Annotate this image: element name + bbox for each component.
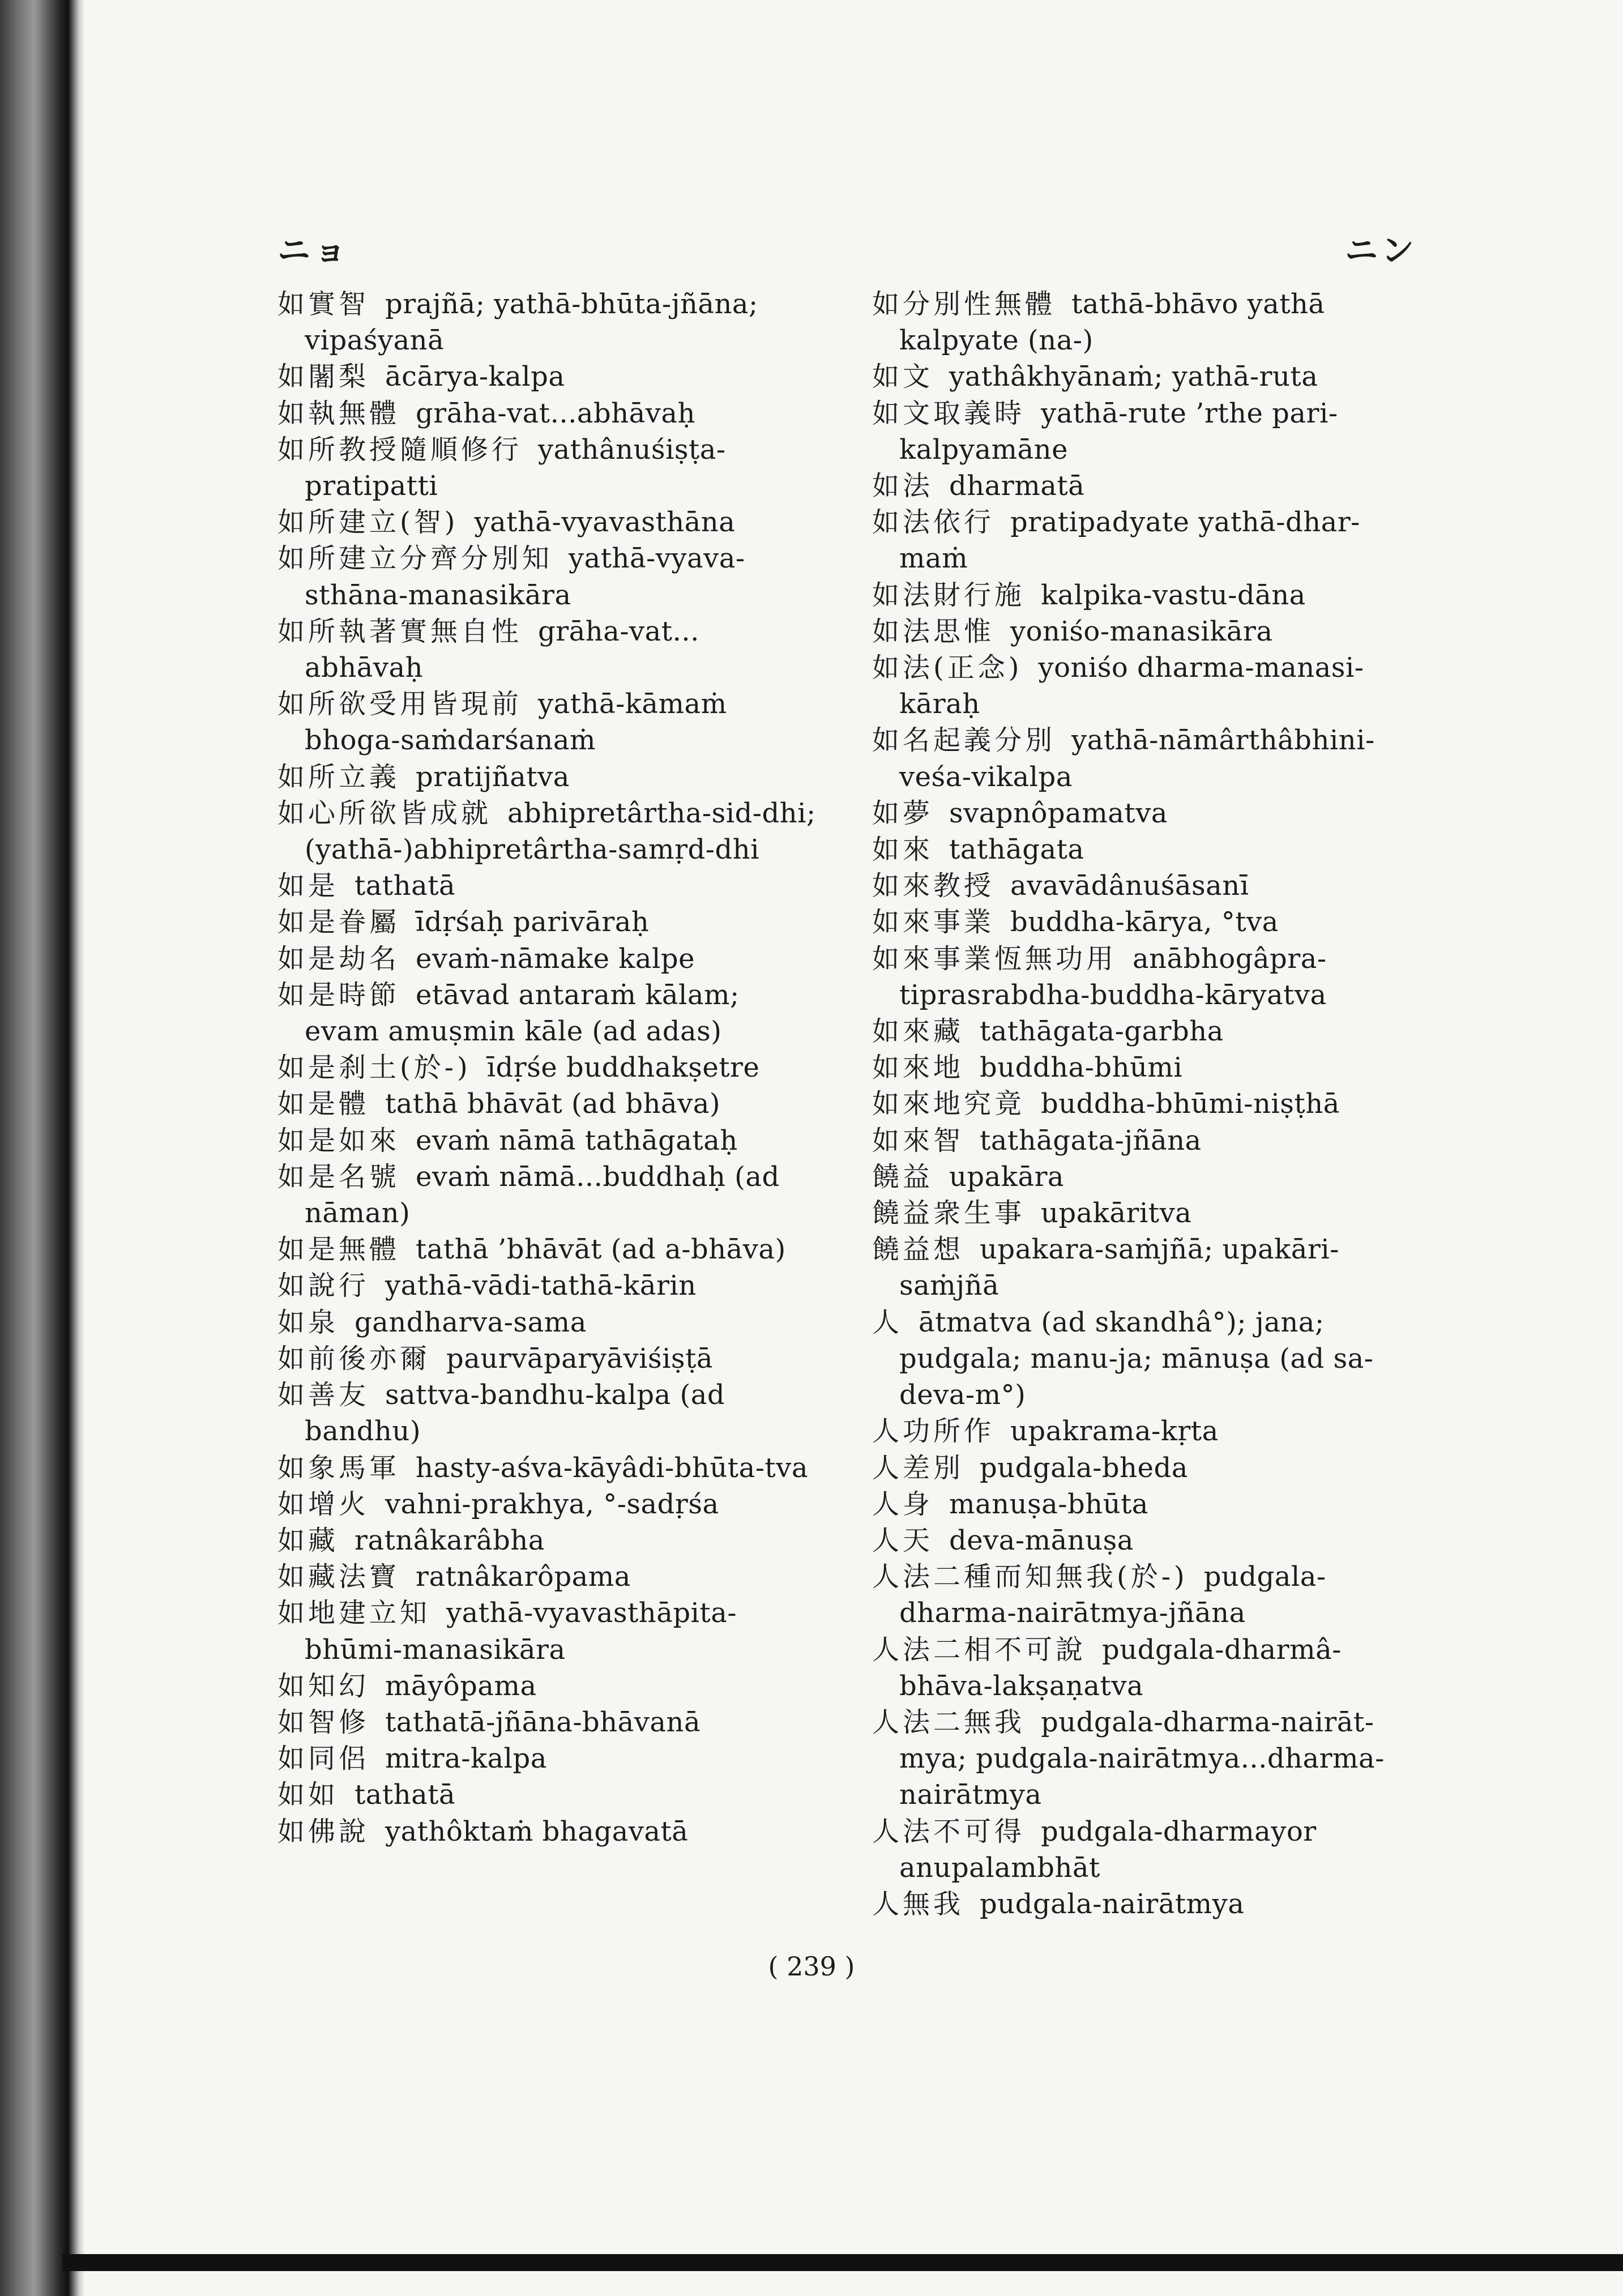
- entry-headword: 如藏法寶: [277, 1561, 400, 1593]
- entry-headword: 人天: [872, 1524, 934, 1556]
- entry-headword: 人法二無我: [872, 1706, 1026, 1738]
- dictionary-entry: [277, 1268, 821, 1304]
- entry-headword: 饒益衆生事: [872, 1197, 1026, 1230]
- entry-headword: 人法不可得: [872, 1815, 1026, 1847]
- entry-sanskrit: māyôpama: [385, 1670, 537, 1702]
- dictionary-entry: [872, 1886, 1416, 1922]
- entry-headword: 如所建立分齊分別知: [277, 543, 553, 575]
- entry-sanskrit: tathā ’bhāvāt (ad a-bhāva): [416, 1234, 786, 1266]
- entry-headword: 如名起義分別: [872, 724, 1056, 757]
- entry-headword: 如來教授: [872, 870, 995, 902]
- entry-headword: 如實智: [277, 288, 370, 320]
- entry-sanskrit: buddha-bhūmi: [980, 1052, 1183, 1084]
- dictionary-entry: [872, 1486, 1416, 1522]
- entry-headword: 如來地究竟: [872, 1088, 1026, 1120]
- dictionary-entry: [277, 1304, 821, 1341]
- entry-sanskrit: pratipadyate yathā-dhar-maṁ: [899, 506, 1360, 575]
- entry-headword: 如來地: [872, 1052, 964, 1084]
- entry-sanskrit: īdṛśe buddhakṣetre: [486, 1052, 760, 1084]
- entry-headword: 如藏: [277, 1524, 339, 1556]
- dictionary-entry: [872, 359, 1416, 395]
- page-number: ( 239 ): [768, 1951, 855, 1982]
- dictionary-entry: [277, 1777, 821, 1813]
- dictionary-entry: [872, 1159, 1416, 1195]
- entry-sanskrit: upakrama-kṛta: [1010, 1415, 1219, 1448]
- dictionary-entry: [277, 432, 821, 504]
- entry-sanskrit: yathā-vyavasthāna: [474, 506, 736, 539]
- entry-sanskrit: yathā-kāmaṁ bhoga-saṁdarśanaṁ: [305, 688, 727, 757]
- dictionary-entry: [277, 868, 821, 904]
- entry-sanskrit: paurvāparyāviśiṣṭā: [446, 1342, 713, 1375]
- dictionary-entry: [872, 1195, 1416, 1231]
- entry-sanskrit: mitra-kalpa: [385, 1743, 547, 1775]
- entry-headword: 如所建立(智): [277, 506, 459, 539]
- entry-sanskrit: ratnâkarôpama: [416, 1561, 631, 1593]
- dictionary-entry: [872, 1304, 1416, 1414]
- dictionary-entry: [277, 1450, 821, 1486]
- entry-sanskrit: ācārya-kalpa: [385, 361, 565, 393]
- entry-sanskrit: upakara-saṁjñā; upakāri-saṁjñā: [899, 1234, 1339, 1302]
- entry-sanskrit: tathāgata-garbha: [980, 1015, 1224, 1048]
- entry-sanskrit: hasty-aśva-kāyâdi-bhūta-tva: [416, 1452, 808, 1484]
- entry-sanskrit: pudgala-bheda: [980, 1452, 1188, 1484]
- entry-sanskrit: upakāritva: [1041, 1197, 1192, 1230]
- dictionary-entry: [277, 904, 821, 940]
- entry-headword: 如佛說: [277, 1815, 370, 1847]
- entry-headword: 如同侶: [277, 1743, 370, 1775]
- entry-sanskrit: pudgala-dharmâ-bhāva-lakṣaṇatva: [899, 1633, 1342, 1702]
- entry-sanskrit: tathāgata-jñāna: [980, 1124, 1202, 1156]
- entry-headword: 如智修: [277, 1706, 370, 1738]
- entry-headword: 如文: [872, 361, 934, 393]
- dictionary-entry: [277, 395, 821, 432]
- entry-headword: 如執無體: [277, 397, 400, 429]
- dictionary-entry: [277, 759, 821, 795]
- entry-sanskrit: abhipretârtha-sid-dhi; (yathā-)abhipretârtha-samṛd-dhi: [305, 797, 816, 866]
- dictionary-entry: [872, 1086, 1416, 1122]
- dictionary-entry: [277, 941, 821, 977]
- entry-headword: 如分別性無體: [872, 288, 1056, 320]
- dictionary-entry: [872, 1559, 1416, 1631]
- entry-sanskrit: yathā-vyava-sthāna-manasikāra: [305, 543, 745, 611]
- entry-sanskrit: evaṁ-nāmake kalpe: [416, 942, 695, 975]
- dictionary-entry: [872, 1632, 1416, 1704]
- entry-headword: 如所欲受用皆現前: [277, 688, 523, 720]
- dictionary-entry: [872, 1013, 1416, 1049]
- dictionary-entry: [872, 1231, 1416, 1304]
- dictionary-entry: [872, 1123, 1416, 1159]
- entry-sanskrit: dharmatā: [949, 470, 1085, 502]
- entry-sanskrit: prajñā; yathā-bhūta-jñāna; vipaśyanā: [305, 288, 758, 357]
- entry-sanskrit: buddha-kārya, °tva: [1010, 906, 1279, 938]
- entry-headword: 如闍梨: [277, 361, 370, 393]
- running-header-right: ニン: [1345, 231, 1418, 270]
- dictionary-entry: [277, 1049, 821, 1086]
- dictionary-entry: [872, 1450, 1416, 1486]
- entry-sanskrit: manuṣa-bhūta: [949, 1488, 1148, 1520]
- entry-headword: 人身: [872, 1488, 934, 1520]
- entry-headword: 人法二種而知無我(於-): [872, 1561, 1188, 1593]
- entry-sanskrit: evaṁ nāmā...buddhaḥ (ad nāman): [305, 1160, 780, 1230]
- entry-sanskrit: yathâkhyānaṁ; yathā-ruta: [949, 361, 1318, 393]
- entry-headword: 饒益: [872, 1160, 934, 1193]
- dictionary-entry: [277, 1813, 821, 1850]
- dictionary-entry: [872, 1413, 1416, 1449]
- dictionary-entry: [277, 977, 821, 1049]
- dictionary-entry: [872, 468, 1416, 504]
- entry-headword: 如象馬軍: [277, 1452, 400, 1484]
- entry-sanskrit: yoniśo-manasikāra: [1010, 615, 1273, 647]
- entry-headword: 如是名號: [277, 1160, 400, 1193]
- entry-headword: 人功所作: [872, 1415, 995, 1448]
- entry-sanskrit: yathā-nāmârthâbhini-veśa-vikalpa: [899, 724, 1375, 793]
- entry-headword: 如泉: [277, 1306, 339, 1338]
- entry-sanskrit: yoniśo dharma-manasi-kāraḥ: [899, 652, 1364, 720]
- entry-headword: 如增火: [277, 1488, 370, 1520]
- entry-sanskrit: kalpika-vastu-dāna: [1041, 579, 1306, 611]
- entry-headword: 如前後亦爾: [277, 1342, 431, 1375]
- entry-sanskrit: grāha-vat...abhāvaḥ: [416, 397, 695, 429]
- entry-sanskrit: gandharva-sama: [355, 1306, 587, 1338]
- entry-headword: 如來事業恆無功用: [872, 942, 1117, 975]
- dictionary-entry: [872, 1522, 1416, 1559]
- entry-headword: 如來智: [872, 1124, 964, 1156]
- entry-headword: 如所教授隨順修行: [277, 433, 523, 466]
- dictionary-entry: [872, 1049, 1416, 1086]
- entry-sanskrit: tathatā: [355, 870, 456, 902]
- dictionary-entry: [277, 686, 821, 758]
- entry-headword: 人法二相不可說: [872, 1633, 1087, 1666]
- entry-headword: 如法: [872, 470, 934, 502]
- entry-headword: 如是劫名: [277, 942, 400, 975]
- entry-sanskrit: pratijñatva: [416, 761, 570, 793]
- dictionary-entry: [872, 286, 1416, 359]
- entry-headword: 人差別: [872, 1452, 964, 1484]
- entry-headword: 如是時節: [277, 979, 400, 1011]
- dictionary-entry: [872, 831, 1416, 868]
- dictionary-entry: [277, 795, 821, 868]
- dictionary-entry: [277, 1377, 821, 1449]
- entry-sanskrit: tathāgata: [949, 834, 1084, 866]
- dictionary-entry: [277, 1740, 821, 1777]
- entry-sanskrit: pudgala-dharma-nairāt-mya; pudgala-nairātmya...dharma-nairātmya: [899, 1706, 1385, 1811]
- entry-headword: 如法財行施: [872, 579, 1026, 611]
- entry-headword: 如地建立知: [277, 1597, 431, 1629]
- entry-sanskrit: yathā-rute ’rthe pari-kalpyamāne: [899, 397, 1338, 466]
- dictionary-entry: [872, 504, 1416, 577]
- entry-headword: 如來事業: [872, 906, 995, 938]
- entry-sanskrit: ātmatva (ad skandhâ°); jana; pudgala; manu-ja; mānuṣa (ad sa-deva-m°): [899, 1306, 1374, 1411]
- dictionary-entry: [872, 1704, 1416, 1813]
- entry-headword: 如法(正念): [872, 652, 1023, 684]
- dictionary-entry: [277, 1123, 821, 1159]
- dictionary-entry: [872, 613, 1416, 650]
- entry-sanskrit: pudgala-dharmayor anupalambhāt: [899, 1815, 1317, 1884]
- dictionary-entry: [277, 1522, 821, 1559]
- dictionary-entry: [277, 1704, 821, 1740]
- entry-headword: 饒益想: [872, 1234, 964, 1266]
- dictionary-entry: [277, 1668, 821, 1704]
- entry-sanskrit: pudgala-nairātmya: [980, 1888, 1245, 1920]
- entry-sanskrit: etāvad antaraṁ kālam; evam amuṣmin kāle (ad adas): [305, 979, 740, 1048]
- dictionary-entry: [277, 1086, 821, 1122]
- dictionary-entry: [277, 359, 821, 395]
- entry-sanskrit: upakāra: [949, 1160, 1065, 1193]
- dictionary-entry: [872, 577, 1416, 613]
- left-column: [277, 286, 821, 1850]
- entry-headword: 人無我: [872, 1888, 964, 1920]
- entry-sanskrit: pudgala-dharma-nairātmya-jñāna: [899, 1561, 1326, 1629]
- entry-sanskrit: yathā-vādi-tathā-kārin: [385, 1270, 697, 1302]
- entry-sanskrit: tathatā-jñāna-bhāvanā: [385, 1706, 701, 1738]
- entry-sanskrit: sattva-bandhu-kalpa (ad bandhu): [305, 1379, 725, 1448]
- entry-sanskrit: vahni-prakhya, °-sadṛśa: [385, 1488, 719, 1520]
- entry-sanskrit: buddha-bhūmi-niṣṭhā: [1041, 1088, 1340, 1120]
- entry-headword: 如知幻: [277, 1670, 370, 1702]
- entry-sanskrit: yathôktaṁ bhagavatā: [385, 1815, 689, 1847]
- entry-sanskrit: yathā-vyavasthāpita-bhūmi-manasikāra: [305, 1597, 737, 1666]
- dictionary-entry: [872, 904, 1416, 940]
- dictionary-entry: [277, 540, 821, 613]
- entry-headword: 如是: [277, 870, 339, 902]
- entry-sanskrit: grāha-vat... abhāvaḥ: [305, 615, 699, 684]
- entry-headword: 如善友: [277, 1379, 370, 1411]
- entry-sanskrit: īdṛśaḥ parivāraḥ: [416, 906, 650, 938]
- entry-sanskrit: tathatā: [355, 1779, 456, 1811]
- dictionary-entry: [277, 1341, 821, 1377]
- right-column: [872, 286, 1416, 1922]
- entry-sanskrit: yathânuśiṣṭa-pratipatti: [305, 433, 726, 502]
- entry-headword: 如法依行: [872, 506, 995, 539]
- entry-headword: 如夢: [872, 797, 934, 829]
- entry-headword: 如文取義時: [872, 397, 1026, 429]
- dictionary-entry: [872, 722, 1416, 795]
- entry-sanskrit: ratnâkarâbha: [355, 1524, 545, 1556]
- dictionary-entry: [872, 395, 1416, 468]
- dictionary-entry: [277, 286, 821, 359]
- entry-headword: 如來藏: [872, 1015, 964, 1048]
- dictionary-entry: [277, 1559, 821, 1595]
- entry-headword: 如所執著實無自性: [277, 615, 523, 647]
- entry-headword: 如是體: [277, 1088, 370, 1120]
- dictionary-entry: [277, 504, 821, 540]
- entry-sanskrit: tathā-bhāvo yathā kalpyate (na-): [899, 288, 1325, 357]
- entry-headword: 如如: [277, 1779, 339, 1811]
- dictionary-entry: [872, 650, 1416, 722]
- entry-headword: 如法思惟: [872, 615, 995, 647]
- entry-sanskrit: avavādânuśāsanī: [1010, 870, 1249, 902]
- dictionary-entry: [872, 941, 1416, 1013]
- dictionary-entry: [277, 1595, 821, 1667]
- entry-headword: 如說行: [277, 1270, 370, 1302]
- running-header-left: ニョ: [277, 231, 351, 270]
- entry-sanskrit: tathā bhāvāt (ad bhāva): [385, 1088, 721, 1120]
- entry-sanskrit: deva-mānuṣa: [949, 1524, 1134, 1556]
- dictionary-entry: [277, 1159, 821, 1231]
- entry-sanskrit: evaṁ nāmā tathāgataḥ: [416, 1124, 738, 1156]
- dictionary-entry: [277, 1231, 821, 1268]
- entry-sanskrit: anābhogâpra-tiprasrabdha-buddha-kāryatva: [899, 942, 1327, 1011]
- entry-headword: 如是如來: [277, 1124, 400, 1156]
- entry-headword: 如來: [872, 834, 934, 866]
- entry-headword: 如所立義: [277, 761, 400, 793]
- dictionary-entry: [277, 613, 821, 686]
- entry-headword: 如心所欲皆成就: [277, 797, 492, 829]
- entry-headword: 如是眷屬: [277, 906, 400, 938]
- entry-headword: 人: [872, 1306, 903, 1338]
- entry-sanskrit: svapnôpamatva: [949, 797, 1168, 829]
- dictionary-entry: [872, 1813, 1416, 1886]
- entry-headword: 如是無體: [277, 1234, 400, 1266]
- entry-headword: 如是刹土(於-): [277, 1052, 471, 1084]
- dictionary-entry: [277, 1486, 821, 1522]
- dictionary-entry: [872, 795, 1416, 831]
- dictionary-entry: [872, 868, 1416, 904]
